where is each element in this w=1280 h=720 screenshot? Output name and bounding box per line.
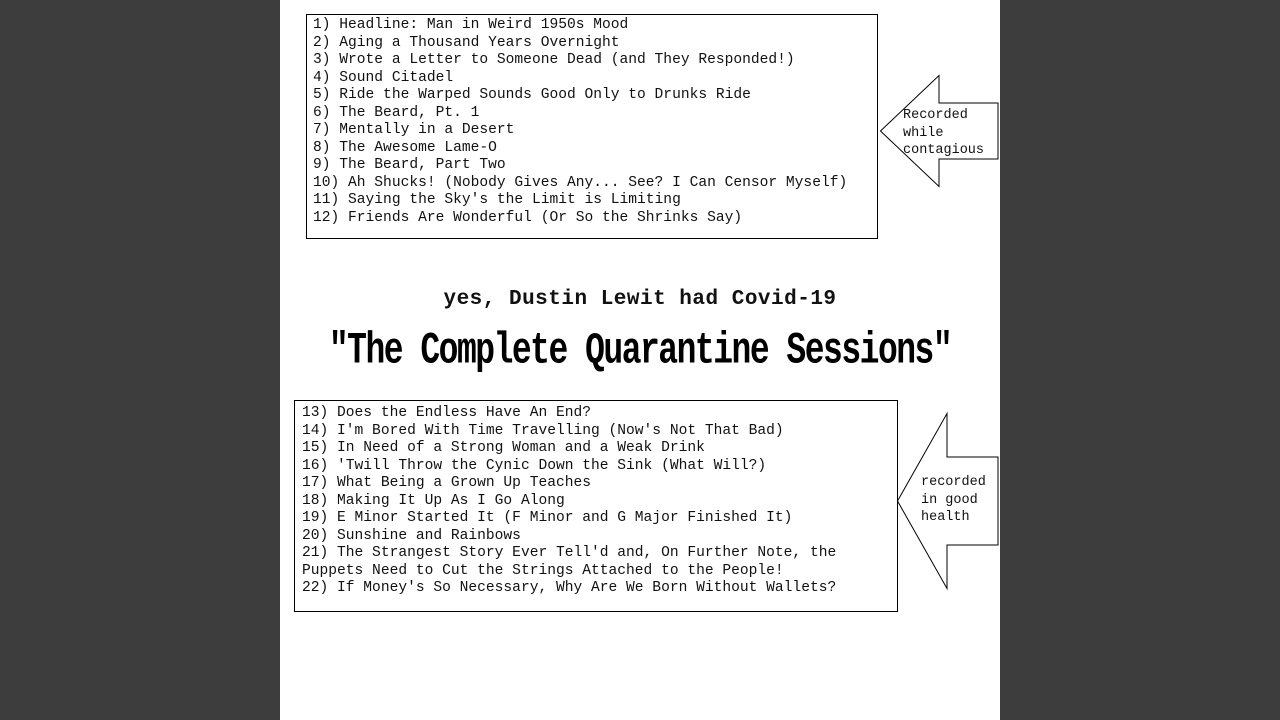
- track-item: 4) Sound Citadel: [313, 69, 454, 86]
- track-item: 1) Headline: Man in Weird 1950s Mood: [313, 17, 629, 33]
- track-item: 11) Saying the Sky's the Limit is Limiting: [313, 192, 681, 208]
- track-item: 14) I'm Bored With Time Travelling (Now's Not That Bad): [302, 422, 784, 439]
- arrow-callout-top: [880, 75, 1000, 187]
- track-item: 9) The Beard, Part Two: [313, 157, 506, 173]
- track-item: 5) Ride the Warped Sounds Good Only to Drunks Ride: [313, 87, 751, 103]
- arrow-label-top: [903, 107, 999, 160]
- track-item: 6) The Beard, Pt. 1: [313, 104, 480, 121]
- track-item: 13) Does the Endless Have An End?: [302, 405, 592, 421]
- arrow-label-line: health: [921, 510, 970, 525]
- track-item: 3) Wrote a Letter to Someone Dead (and They Responded!): [313, 52, 795, 68]
- track-item: 18) Making It Up As I Go Along: [302, 492, 565, 509]
- track-item: 17) What Being a Grown Up Teaches: [302, 475, 592, 491]
- track-item: 12) Friends Are Wonderful (Or So the Shrinks Say): [313, 209, 743, 226]
- track-item: 22) If Money's So Necessary, Why Are We Born Without Wallets?: [302, 580, 837, 596]
- album-page: [280, 0, 1000, 720]
- album-subtitle: yes, Dustin Lewit had Covid-19: [443, 288, 837, 311]
- track-item: 10) Ah Shucks! (Nobody Gives Any... See? I Can Censor Myself): [313, 174, 848, 191]
- arrow-callout-bottom: [897, 413, 1000, 589]
- track-item: 15) In Need of a Strong Woman and a Weak Drink: [302, 440, 705, 456]
- track-item: 7) Mentally in a Desert: [313, 122, 515, 138]
- track-item: 16) 'Twill Throw the Cynic Down the Sink (What Will?): [302, 457, 767, 474]
- arrow-label-line: contagious: [903, 143, 985, 158]
- album-title: "The Complete Quarantine Sessions": [328, 326, 952, 376]
- arrow-label-line: recorded: [921, 475, 986, 490]
- track-item: 2) Aging a Thousand Years Overnight: [313, 34, 620, 51]
- arrow-label-line: in good: [921, 492, 978, 508]
- arrow-label-line: Recorded: [903, 108, 968, 123]
- arrow-label-bottom: [921, 474, 999, 527]
- arrow-label-line: while: [903, 125, 944, 141]
- tracklist-bottom: [294, 400, 898, 612]
- tracklist-top: [306, 14, 878, 239]
- track-item: 19) E Minor Started It (F Minor and G Major Finished It): [302, 510, 793, 526]
- track-item: 20) Sunshine and Rainbows: [302, 527, 521, 544]
- track-item: 8) The Awesome Lame-O: [313, 139, 497, 156]
- track-item: 21) The Strangest Story Ever Tell'd and, On Further Note, the Puppets Need to Cut the Strings Attached to the People!: [302, 545, 837, 579]
